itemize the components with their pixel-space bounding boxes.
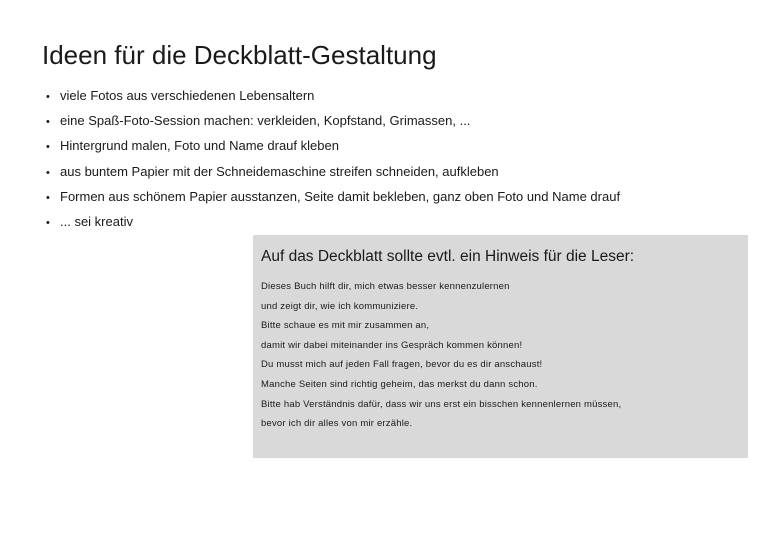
list-item [46, 164, 620, 189]
list-item [46, 88, 620, 113]
note-line: Manche Seiten sind richtig geheim, das merkst du dann schon. [261, 378, 538, 390]
bullet-icon: • [46, 166, 50, 179]
note-line: Dieses Buch hilft dir, mich etwas besser kennenzulernen [261, 281, 510, 292]
idea-list [46, 88, 620, 239]
note-line: Du musst mich auf jeden Fall fragen, bevor du es dir anschaust! [261, 359, 543, 371]
reader-note-box [253, 235, 748, 458]
list-item [46, 189, 620, 214]
list-item-text: eine Spaß-Foto-Session machen: verkleiden, Kopfstand, Grimassen, ... [60, 113, 471, 129]
list-item [46, 113, 620, 138]
note-line: Bitte hab Verständnis dafür, dass wir uns erst ein bisschen kennenlernen müssen, [261, 398, 622, 410]
bullet-icon: • [46, 91, 50, 103]
note-line: bevor ich dir alles von mir erzähle. [261, 418, 413, 430]
note-heading: Auf das Deckblatt sollte evtl. ein Hinweis für die Leser: [261, 248, 635, 265]
note-line: und zeigt dir, wie ich kommuniziere. [261, 300, 419, 312]
list-item-text: Formen aus schönem Papier ausstanzen, Seite damit bekleben, ganz oben Foto und Name drauf [60, 188, 621, 204]
list-item [46, 138, 620, 163]
list-item-text: Hintergrund malen, Foto und Name drauf kleben [60, 138, 339, 154]
bullet-icon: • [46, 141, 50, 154]
page-title: Ideen für die Deckblatt-Gestaltung [42, 40, 437, 70]
note-lines [261, 281, 740, 438]
note-line: damit wir dabei miteinander ins Gespräch kommen können! [261, 339, 523, 351]
bullet-icon: • [46, 191, 50, 204]
list-item-text: viele Fotos aus verschiedenen Lebensaltern [60, 88, 315, 103]
note-line: Bitte schaue es mit mir zusammen an, [261, 320, 430, 332]
list-item-text: aus buntem Papier mit der Schneidemaschine streifen schneiden, aufkleben [60, 163, 499, 179]
bullet-icon: • [46, 116, 50, 129]
list-item-text: ... sei kreativ [60, 213, 133, 229]
bullet-icon: • [46, 216, 50, 229]
